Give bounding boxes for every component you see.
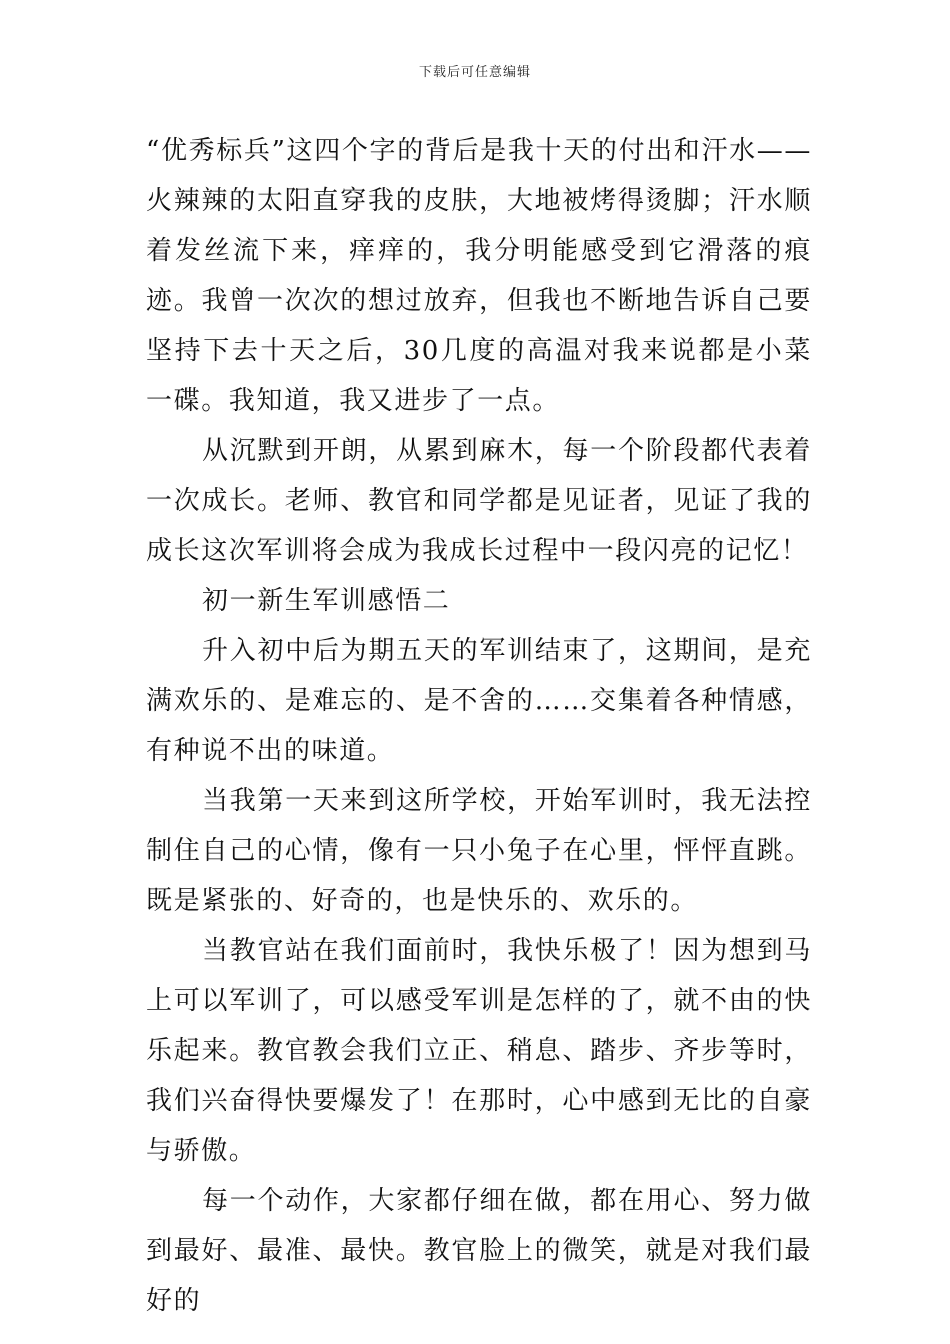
paragraph-4: 当我第一天来到这所学校，开始军训时，我无法控制住自己的心情，像有一只小兔子在心里，怦怦直跳。既是紧张的、好奇的，也是快乐的、欢乐的。 bbox=[146, 786, 812, 916]
page-header: 下载后可任意编辑 bbox=[418, 65, 531, 80]
paragraph-2: 从沉默到开朗，从累到麻木，每一个阶段都代表着一次成长。老师、教官和同学都是见证者，见证了我的成长这次军训将会成为我成长过程中一段闪亮的记忆！ bbox=[146, 436, 812, 566]
paragraph-3: 升入初中后为期五天的军训结束了，这期间，是充满欢乐的、是难忘的、是不舍的……交集着各种情感，有种说不出的味道。 bbox=[146, 636, 812, 766]
document-body bbox=[146, 126, 812, 1326]
paragraph-1: “优秀标兵”这四个字的背后是我十天的付出和汗水——火辣辣的太阳直穿我的皮肤，大地被烤得烫脚；汗水顺着发丝流下来，痒痒的，我分明能感受到它滑落的痕迹。我曾一次次的想过放弃，但我也不断地告诉自己要坚持下去十天之后，30几度的高温对我来说都是小菜一碟。我知道，我又进步了一点。 bbox=[146, 136, 812, 416]
section-heading: 初一新生军训感悟二 bbox=[202, 586, 451, 616]
paragraph-5: 当教官站在我们面前时，我快乐极了！因为想到马上可以军训了，可以感受军训是怎样的了，就不由的快乐起来。教官教会我们立正、稍息、踏步、齐步等时，我们兴奋得快要爆发了！在那时，心中感到无比的自豪与骄傲。 bbox=[146, 936, 812, 1166]
paragraph-6: 每一个动作，大家都仔细在做，都在用心、努力做到最好、最准、最快。教官脸上的微笑，就是对我们最好的 bbox=[146, 1186, 812, 1316]
